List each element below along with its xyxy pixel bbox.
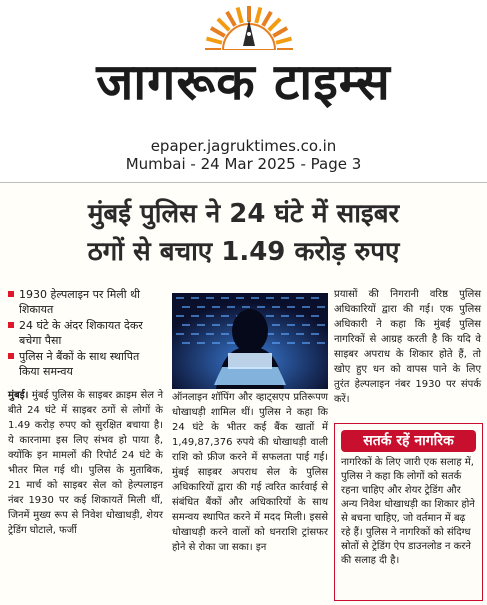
code-glyph-mark [296, 297, 304, 299]
code-glyph-mark [221, 297, 229, 299]
code-glyph-mark [206, 333, 214, 335]
sun-ray-mark [218, 19, 229, 30]
code-glyph-mark [251, 297, 259, 299]
bullet-square-icon [8, 291, 14, 297]
code-glyph-mark [206, 315, 214, 317]
sun-ray-mark [276, 39, 291, 43]
code-glyph-mark [176, 315, 184, 317]
highlight-item: 24 घंटे के अंदर शिकायत देकर बचेगा पैसा [8, 318, 158, 348]
code-glyph-mark [266, 297, 274, 299]
sun-ray-mark [206, 39, 221, 43]
code-glyph-mark [191, 315, 199, 317]
left-column-text: मुंबई पुलिस के साइबर क्राइम सेल ने बीते 24 घंटे में साइबर ठगों से लोगों के 1.49 करोड़ रुपए को सुरक्षित बचाया है। ये कारनामा इस लिए संभव हो पाया है, क्योंकि इन मामलों की रिपोर्ट 24 घंटे के भीतर मिल गई थी। पुलिस के मुताबिक, 21 मार्च को साइबर सेल को हेल्पलाइन नंबर 1930 पर कई शिकायतें मिली थीं, जिनमें मुख्य रूप से निवेश धोखाधड़ी, शेयर ट्रेडिंग घोटाले, फर्जी [8, 390, 163, 536]
dateline: मुंबई। [8, 390, 29, 401]
code-glyph-mark [302, 306, 310, 308]
code-glyph-mark [302, 342, 310, 344]
bullet-square-icon [8, 322, 14, 328]
highlight-item: 1930 हेल्पलाइन पर मिली थी शिकायत [8, 287, 158, 317]
code-glyph-mark [272, 342, 280, 344]
sun-ray-mark [227, 12, 235, 26]
advisory-box [334, 423, 483, 601]
sun-ray-mark [263, 12, 271, 26]
edition-dateline: Mumbai - 24 Mar 2025 - Page 3 [125, 155, 362, 173]
code-glyph-mark [311, 297, 319, 299]
advisory-box-title: सतर्क रहें नागरिक [341, 430, 476, 452]
code-glyph-mark [296, 315, 304, 317]
code-glyph-mark [191, 297, 199, 299]
advisory-box-text: नागरिकों के लिए जारी एक सलाह में, पुलिस ने कहा कि लोगों को सतर्क रहना चाहिए और शेयर ट्रेडिंग और अन्य निवेश धोखाधड़ी का शिकार होने से बचना चाहिए, जो वर्तमान में बढ़ रहे हैं। पुलिस ने नागरिकों को संदिग्ध स्रोतों से ट्रेडिंग ऐप डाउनलोड न करने की सलाह दी है। [341, 457, 475, 566]
code-glyph-mark [197, 324, 205, 326]
code-glyph-mark [206, 297, 214, 299]
code-glyph-mark [287, 324, 295, 326]
article-column-middle: ऑनलाइन शॉपिंग और व्हाट्सएप प्रतिरूपण धोखाधड़ी शामिल थीं। पुलिस ने कहा कि 24 घंटे के भीतर कई बैंक खातों में 1,49,87,376 रुपये की धोखाधड़ी वाली राशि को फ्रीज करने में सफलता पाई गई। मुंबई साइबर अपराध सेल के पुलिस अधिकारियों द्वारा की गई त्वरित कार्रवाई से संबंधित बैंकों और अधिकारियों के साथ समन्वय स्थापित करने में मदद मिली। इससे धोखाधड़ी करने वालों को धनराशि ट्रांसफर होने से रोका जा सका। इन [172, 392, 328, 553]
code-glyph-mark [182, 342, 190, 344]
code-glyph-mark [287, 306, 295, 308]
sun-ray-mark [269, 19, 280, 30]
code-glyph-mark [272, 306, 280, 308]
code-glyph-mark [212, 306, 220, 308]
sun-ray-mark [211, 28, 225, 36]
cyber-crime-photo [172, 293, 328, 389]
code-glyph-mark [227, 306, 235, 308]
code-glyph-mark [311, 333, 319, 335]
code-glyph-mark [281, 333, 289, 335]
code-glyph-mark [311, 315, 319, 317]
code-glyph-mark [197, 306, 205, 308]
code-glyph-mark [197, 342, 205, 344]
code-glyph-mark [266, 315, 274, 317]
code-glyph-mark [236, 297, 244, 299]
sun-ray-mark [273, 28, 287, 36]
code-glyph-mark [182, 306, 190, 308]
sunrise-pen-logo-icon [203, 4, 295, 50]
headline-line-1: मुंबई पुलिस ने 24 घंटे में साइबर [87, 199, 400, 229]
code-glyph-mark [317, 342, 325, 344]
code-glyph-mark [176, 297, 184, 299]
code-glyph-mark [191, 333, 199, 335]
code-glyph-mark [281, 297, 289, 299]
code-glyph-mark [272, 324, 280, 326]
headline-line-2: ठगों से बचाए 1.49 करोड़ रुपए [87, 237, 400, 267]
code-glyph-mark [317, 306, 325, 308]
bullet-square-icon [8, 353, 14, 359]
code-glyph-mark [287, 342, 295, 344]
highlight-item: पुलिस ने बैंकों के साथ स्थापित किया समन्वय [8, 349, 158, 379]
hacker-laptop-illustration [172, 293, 328, 389]
sun-ray-mark [256, 7, 260, 22]
sun-ray-mark [238, 7, 242, 22]
article-column-right: प्रयासों की निगरानी वरिष्ठ पुलिस अधिकारियों द्वारा की गई। एक पुलिस अधिकारी ने कहा कि मुंबई पुलिस नागरिकों से आग्रह करती है कि यदि वे साइबर अपराध के शिकार होते हैं, तो खोए हुए धन को वापस पाने के लिए तुरंत हेल्पलाइन नंबर 1930 पर संपर्क करें। [334, 289, 481, 405]
epaper-url: epaper.jagruktimes.co.in [150, 137, 337, 155]
code-glyph-mark [221, 315, 229, 317]
code-glyph-mark [227, 342, 235, 344]
code-glyph-mark [317, 324, 325, 326]
article-column-left [8, 388, 163, 538]
code-glyph-mark [176, 333, 184, 335]
code-glyph-mark [212, 342, 220, 344]
code-glyph-mark [281, 315, 289, 317]
newspaper-brand-name: जागरूक टाइम्स [96, 53, 391, 111]
code-glyph-mark [212, 324, 220, 326]
masthead [0, 0, 487, 182]
code-glyph-mark [296, 333, 304, 335]
code-glyph-mark [302, 324, 310, 326]
code-glyph-mark [221, 333, 229, 335]
news-clipping [0, 182, 487, 605]
code-glyph-mark [242, 306, 250, 308]
code-glyph-mark [182, 324, 190, 326]
highlights-list [8, 287, 158, 380]
code-glyph-mark [257, 306, 265, 308]
